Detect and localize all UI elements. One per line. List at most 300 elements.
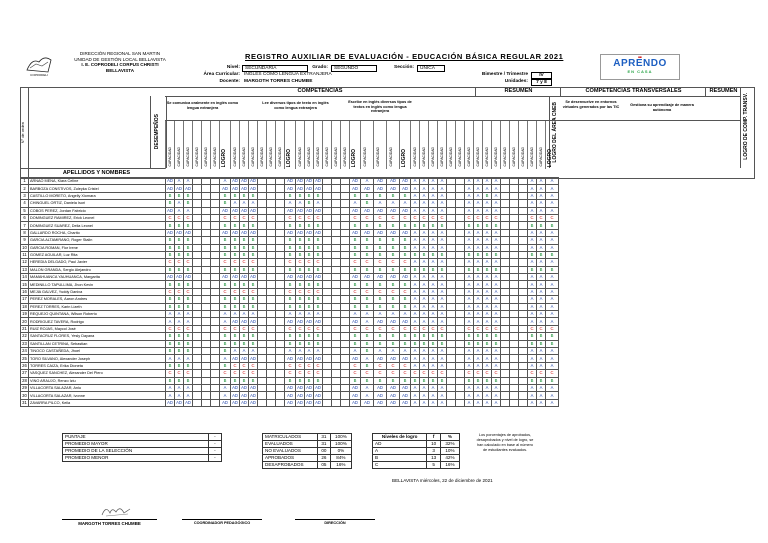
logro-cell: B <box>285 266 296 273</box>
grade-cell: B <box>305 237 314 244</box>
minedu-mark: ■■ <box>638 55 642 59</box>
area-field: INGLES COMO LENGUA EXTRANJERA <box>244 72 332 77</box>
grade-cell <box>447 200 456 207</box>
grade-cell: AD <box>306 185 312 191</box>
grade-cell: A <box>184 318 193 325</box>
comp1-header: Se comunica oralmente en inglés como lengua extranjera <box>166 101 239 110</box>
grade-cell: AD <box>361 185 374 192</box>
grade-cell: A <box>465 229 474 236</box>
col-header-text: LOGRO <box>547 148 553 167</box>
grade-cell: B <box>537 222 546 229</box>
grade-cell <box>323 244 332 251</box>
grade-cell: C <box>240 288 249 295</box>
logro-cell: C <box>285 259 296 266</box>
grade-cell: B <box>361 222 374 229</box>
grade-cell <box>510 340 519 347</box>
grade-cell: A <box>175 207 184 214</box>
grade-cell: AD <box>315 229 321 235</box>
logro-cell: C <box>400 259 411 266</box>
levels-header-row <box>373 434 460 441</box>
grade-cell <box>193 325 202 332</box>
grade-cell: A <box>296 347 305 354</box>
grade-cell <box>456 303 465 310</box>
grade-cell: B <box>374 377 387 384</box>
table-row <box>21 281 559 288</box>
grade-cell: B <box>184 333 193 340</box>
grade-cell: B <box>314 333 323 340</box>
grade-cell: B <box>296 192 305 199</box>
grade-cell: A <box>361 384 374 391</box>
logro-cell: C <box>220 325 231 332</box>
student-name: GOMEZ AGUILAR, Luz Rita <box>29 251 166 258</box>
grade-cell: B <box>411 340 420 347</box>
grade-cell <box>332 214 341 221</box>
logro-cell: B <box>350 296 361 303</box>
grade-cell: B <box>296 340 305 347</box>
grade-cell <box>510 222 519 229</box>
grade-cell <box>510 347 519 354</box>
grade-cell <box>276 333 285 340</box>
summary-row <box>373 448 460 455</box>
grade-cell <box>276 266 285 273</box>
col-header-text: CAPACIDAD <box>422 147 426 167</box>
logro-cell: B <box>285 303 296 310</box>
grade-cell: AD <box>374 178 387 185</box>
grade-cell <box>323 229 332 236</box>
grade-cell: A <box>465 192 474 199</box>
grade-cell <box>447 325 456 332</box>
grade-cell <box>267 251 276 258</box>
col-header-text: CAPACIDAD <box>242 147 246 167</box>
row-number: 3 <box>21 192 29 199</box>
grade-cell <box>193 384 202 391</box>
grade-cell: C <box>296 214 305 221</box>
grade-cell <box>341 207 350 214</box>
grade-cell: A <box>492 244 501 251</box>
grade-cell <box>323 384 332 391</box>
grade-cell <box>519 355 528 362</box>
logro-cell: B <box>350 377 361 384</box>
logro-cell: B <box>400 266 411 273</box>
grade-cell <box>501 384 510 391</box>
col-header-text: CAPACIDAD <box>440 147 444 167</box>
logro-cell: B <box>220 251 231 258</box>
grade-cell: AD <box>315 207 321 213</box>
grade-cell <box>211 237 220 244</box>
logro-cell: C <box>400 325 411 332</box>
col-header-text: CAPACIDAD <box>177 147 181 167</box>
grade-cell: A <box>528 311 537 318</box>
logro-cell: A <box>546 237 559 244</box>
grade-cell: A <box>492 399 501 406</box>
summary-cell: 42% <box>440 455 459 462</box>
grade-cell <box>323 333 332 340</box>
summary-row <box>373 455 460 462</box>
grade-cell: A <box>184 178 193 185</box>
grade-cell: A <box>411 281 420 288</box>
grade-cell <box>510 281 519 288</box>
grade-cell <box>202 207 211 214</box>
grade-cell: AD <box>250 207 256 213</box>
grade-cell <box>258 325 267 332</box>
grade-cell: AD <box>387 399 400 406</box>
grade-cell: A <box>411 362 420 369</box>
grade-cell <box>447 281 456 288</box>
grade-cell <box>332 370 341 377</box>
grade-cell: C <box>249 325 258 332</box>
table-row <box>21 185 559 192</box>
logro-cell: C <box>350 259 361 266</box>
logro-cell: AD <box>285 384 296 391</box>
logro-cell: AD <box>285 392 296 399</box>
col-header-text: CAPACIDAD <box>458 147 462 167</box>
grade-cell: AD <box>306 229 312 235</box>
grade-cell: B <box>231 296 240 303</box>
grade-cell: A <box>465 362 474 369</box>
capacity-col-header <box>373 121 387 169</box>
grade-cell: B <box>411 333 420 340</box>
grade-cell: B <box>438 266 447 273</box>
grade-cell <box>447 296 456 303</box>
logro-cell: A <box>400 311 411 318</box>
logro-cell: AD <box>400 392 411 399</box>
grade-cell: B <box>361 192 374 199</box>
grade-cell <box>519 185 528 192</box>
grade-cell: A <box>483 200 492 207</box>
grade-cell <box>193 399 202 406</box>
grade-cell: B <box>166 333 175 340</box>
grade-cell: AD <box>241 399 247 405</box>
grade-cell: AD <box>176 399 182 405</box>
grade-cell <box>519 347 528 354</box>
grade-cell: AD <box>315 399 321 405</box>
grade-cell: A <box>474 355 483 362</box>
unidades-field: 7 y 8 <box>531 79 552 86</box>
grade-cell: C <box>166 370 175 377</box>
grade-cell <box>341 377 350 384</box>
resumen-title: RESUMEN <box>475 87 561 97</box>
grade-cell: B <box>240 237 249 244</box>
logro-cell: C <box>350 325 361 332</box>
grade-cell: B <box>175 377 184 384</box>
grade-cell: A <box>420 303 429 310</box>
logro-cell: A <box>546 399 559 406</box>
grade-cell: B <box>474 222 483 229</box>
grade-cell <box>332 399 341 406</box>
grade-cell <box>447 392 456 399</box>
grade-cell <box>332 303 341 310</box>
grade-cell: AD <box>315 274 321 280</box>
logro-cell: B <box>220 347 231 354</box>
grade-cell: B <box>361 377 374 384</box>
org-line: BELLAVISTA <box>105 67 135 73</box>
grade-cell <box>341 214 350 221</box>
grade-cell <box>456 229 465 236</box>
grade-cell <box>519 296 528 303</box>
logro-cell: A <box>546 178 559 185</box>
grade-cell <box>519 178 528 185</box>
grade-cell: C <box>420 214 429 221</box>
grade-cell: A <box>420 288 429 295</box>
grade-cell <box>267 244 276 251</box>
table-row <box>21 237 559 244</box>
grade-cell: B <box>537 377 546 384</box>
grade-cell: B <box>438 340 447 347</box>
grade-cell: A <box>175 392 184 399</box>
grade-cell: A <box>184 384 193 391</box>
grade-cell <box>193 207 202 214</box>
capacity-col-header <box>386 121 400 169</box>
grade-cell: C <box>166 214 175 221</box>
grade-cell <box>501 207 510 214</box>
grade-cell: A <box>465 399 474 406</box>
grade-cell <box>519 392 528 399</box>
student-name: REQUEJO QUINTANA, Wilson Roberto <box>29 311 166 318</box>
grade-cell: A <box>465 281 474 288</box>
logro-cell: A <box>546 362 559 369</box>
student-name: DOMINGUEZ SUAREZ, Delia Leonel <box>29 222 166 229</box>
grade-cell: C <box>537 214 546 221</box>
grade-cell: C <box>305 288 314 295</box>
grade-cell <box>447 318 456 325</box>
grade-cell: A <box>528 259 537 266</box>
grade-cell <box>267 288 276 295</box>
trans2-header: Gestiona su aprendizaje de manera autónoma <box>630 103 694 112</box>
grade-cell: A <box>474 244 483 251</box>
grade-cell <box>323 178 332 185</box>
grade-cell: B <box>305 296 314 303</box>
logro-cell: AD <box>220 207 231 214</box>
grade-cell: AD <box>306 399 312 405</box>
grade-cell <box>276 311 285 318</box>
grade-cell: B <box>175 296 184 303</box>
logro-cell: C <box>546 214 559 221</box>
logro-cell: A <box>220 311 231 318</box>
col-header-text: LOGRO <box>351 148 357 167</box>
grade-cell: B <box>249 340 258 347</box>
comp3-header: Escribe en inglés diversos tipos de textos en inglés como lengua extranjera <box>348 100 412 114</box>
grade-cell: A <box>474 200 483 207</box>
bimestre-field: IV <box>531 72 552 79</box>
trans1-header: Se desenvuelve en entornos virtuales generados por las TIC <box>562 100 620 109</box>
grade-cell: A <box>492 237 501 244</box>
row-number: 30 <box>22 392 27 398</box>
grade-cell: B <box>374 192 387 199</box>
summary-cell: 84% <box>330 455 351 462</box>
grade-cell: C <box>474 325 483 332</box>
grade-cell: C <box>305 259 314 266</box>
grade-cell: AD <box>232 355 238 361</box>
logro-cell: A <box>350 311 361 318</box>
grade-cell: B <box>305 281 314 288</box>
grade-cell <box>211 200 220 207</box>
grade-cell: AD <box>306 385 312 391</box>
grade-cell: B <box>231 251 240 258</box>
grade-cell: B <box>492 266 501 273</box>
grade-cell: A <box>492 296 501 303</box>
student-name: BARBOZA CONSTIVOS, Zuleyka Cristel <box>29 185 166 192</box>
grade-cell <box>276 185 285 192</box>
coordinator-signature: COORDINADOR PEDAGÓGICO <box>193 521 251 525</box>
grade-cell <box>276 384 285 391</box>
grade-cell <box>211 384 220 391</box>
col-header-text: CAPACIDAD <box>195 147 199 167</box>
grade-cell <box>456 207 465 214</box>
grade-cell <box>323 340 332 347</box>
grade-cell <box>510 377 519 384</box>
grade-cell <box>447 362 456 369</box>
table-row <box>21 178 559 185</box>
summary-cell: 10 <box>427 441 441 448</box>
grade-cell <box>193 347 202 354</box>
grade-cell: A <box>420 399 429 406</box>
grade-cell: A <box>465 185 474 192</box>
grade-cell: B <box>166 244 175 251</box>
grade-cell: AD <box>232 385 238 391</box>
orden-header: N° de orden <box>20 87 29 177</box>
grade-cell: B <box>387 222 400 229</box>
grade-cell <box>211 214 220 221</box>
grade-cell: B <box>184 303 193 310</box>
grade-cell: B <box>175 362 184 369</box>
grade-cell: AD <box>250 318 256 324</box>
grade-cell: A <box>474 185 483 192</box>
row-number: 12 <box>22 259 27 265</box>
grade-cell <box>456 244 465 251</box>
grade-cell <box>211 318 220 325</box>
grade-cell <box>341 185 350 192</box>
col-header-text: CAPACIDAD <box>325 147 329 167</box>
grade-cell <box>501 222 510 229</box>
grade-cell <box>519 340 528 347</box>
logro-cell: B <box>400 281 411 288</box>
grade-cell: B <box>438 222 447 229</box>
grade-cell <box>510 207 519 214</box>
grade-cell: A <box>411 392 420 399</box>
grade-cell <box>519 318 528 325</box>
grade-cell: A <box>420 384 429 391</box>
grade-cell <box>341 296 350 303</box>
table-row <box>21 222 559 229</box>
grade-cell: B <box>374 303 387 310</box>
logro-cell: B <box>220 333 231 340</box>
grade-cell: B <box>374 266 387 273</box>
grade-cell: B <box>296 251 305 258</box>
grade-cell <box>456 377 465 384</box>
student-name: MEDINILLO TAPULLIMA, Jhon Kevin <box>29 281 166 288</box>
col-header-text: CAPACIDAD <box>413 147 417 167</box>
grade-cell <box>456 347 465 354</box>
grade-cell: C <box>474 214 483 221</box>
grade-cell <box>510 251 519 258</box>
summary-cell: 31 <box>318 434 331 441</box>
grade-cell <box>211 192 220 199</box>
grade-cell <box>323 355 332 362</box>
logro-cell: C <box>285 362 296 369</box>
grade-cell <box>332 377 341 384</box>
grade-cell: A <box>528 200 537 207</box>
logro-cell: C <box>350 214 361 221</box>
grade-cell <box>267 237 276 244</box>
grade-cell: B <box>314 244 323 251</box>
grade-cell: B <box>429 222 438 229</box>
grade-cell <box>193 214 202 221</box>
grade-cell <box>211 333 220 340</box>
grade-cell: AD <box>241 178 247 184</box>
grade-cell <box>258 178 267 185</box>
grade-cell: A <box>438 399 447 406</box>
grade-cell: A <box>411 178 420 185</box>
grade-cell: A <box>429 281 438 288</box>
grade-cell: B <box>314 296 323 303</box>
grade-cell: AD <box>306 178 312 184</box>
grade-cell: A <box>361 318 374 325</box>
grade-cell: B <box>374 244 387 251</box>
grade-cell <box>202 377 211 384</box>
grade-cell <box>267 229 276 236</box>
grade-cell <box>341 362 350 369</box>
grade-cell: A <box>483 399 492 406</box>
grade-cell: C <box>492 370 501 377</box>
grade-cell: C <box>175 214 184 221</box>
col-header-text: CAPACIDAD <box>260 147 264 167</box>
grade-cell: B <box>465 340 474 347</box>
col-header-text: CAPACIDAD <box>431 147 435 167</box>
grade-cell: AD <box>297 274 303 280</box>
table-row <box>21 325 559 332</box>
grade-cell: B <box>231 333 240 340</box>
grade-cell: C <box>305 325 314 332</box>
grade-cell: A <box>420 259 429 266</box>
logro-cell: A <box>546 207 559 214</box>
grade-cell: AD <box>297 229 303 235</box>
grade-cell <box>456 214 465 221</box>
grade-cell: A <box>411 200 420 207</box>
grade-cell: B <box>438 251 447 258</box>
grade-cell <box>501 325 510 332</box>
grade-cell: A <box>411 244 420 251</box>
summary-row <box>63 455 222 462</box>
grade-cell: A <box>537 237 546 244</box>
grade-cell: A <box>420 274 429 281</box>
grade-cell: A <box>483 229 492 236</box>
grade-cell: A <box>474 296 483 303</box>
grade-cell <box>332 192 341 199</box>
grade-cell <box>456 266 465 273</box>
grade-cell: AD <box>374 384 387 391</box>
col-header-text: CAPACIDAD <box>363 147 367 167</box>
grade-cell <box>258 392 267 399</box>
grade-cell: B <box>361 340 374 347</box>
grade-cell <box>258 377 267 384</box>
summary-row <box>373 462 460 469</box>
grade-cell: C <box>387 214 400 221</box>
grade-cell <box>332 266 341 273</box>
grade-cell: C <box>296 370 305 377</box>
grade-cell: B <box>249 303 258 310</box>
grade-cell: B <box>429 340 438 347</box>
grade-cell: B <box>305 303 314 310</box>
grade-cell: C <box>240 362 249 369</box>
logro-cell: A <box>546 185 559 192</box>
grade-cell <box>341 318 350 325</box>
grade-cell <box>456 318 465 325</box>
grade-cell: B <box>184 251 193 258</box>
grade-cell: B <box>411 251 420 258</box>
grade-cell: B <box>361 200 374 207</box>
grade-cell: A <box>492 274 501 281</box>
grade-cell: A <box>465 274 474 281</box>
